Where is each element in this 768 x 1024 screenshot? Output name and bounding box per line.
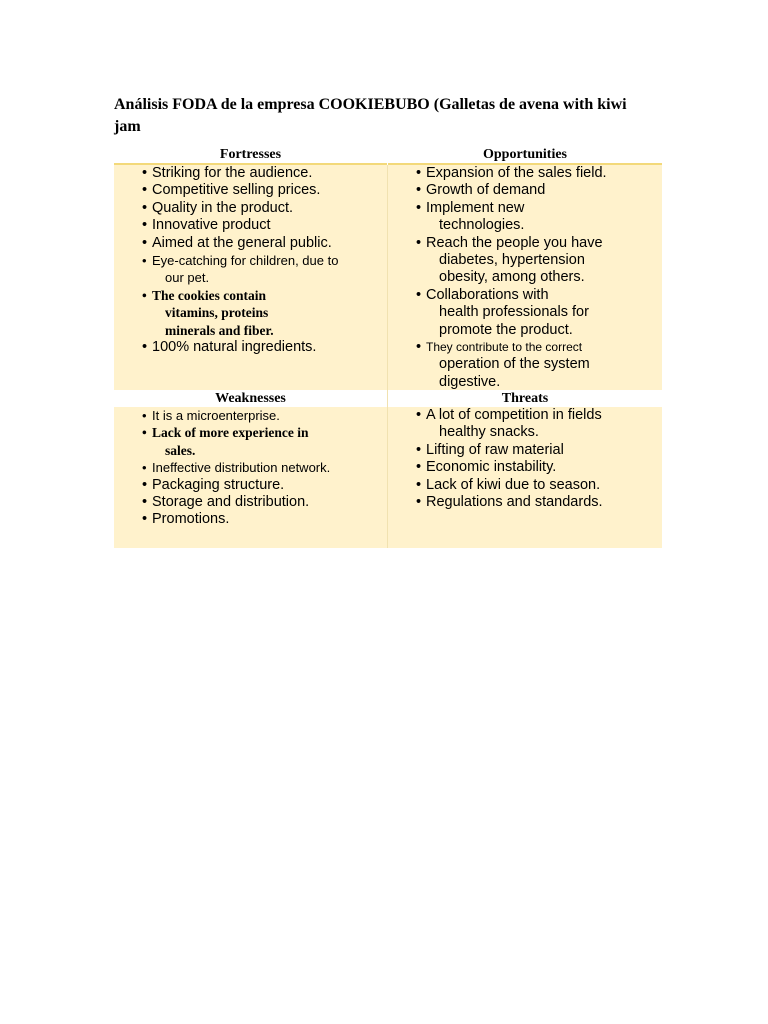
list-item — [416, 477, 656, 494]
list-item — [142, 511, 378, 528]
item-text: Collaborations with — [426, 286, 549, 303]
list-item — [416, 287, 656, 339]
bullet: • — [142, 339, 148, 356]
opportunities-list — [416, 165, 656, 391]
bullet: • — [142, 253, 147, 269]
bullet: • — [416, 234, 422, 251]
item-text: Lack of kiwi due to season. — [426, 476, 601, 493]
bullet: • — [142, 511, 148, 528]
fortresses-list — [142, 165, 378, 356]
bullet: • — [142, 287, 147, 303]
item-text-continued: technologies. — [439, 217, 525, 234]
bullet: • — [416, 459, 422, 476]
bullet: • — [142, 408, 147, 423]
fortresses-heading: Fortresses — [114, 146, 387, 165]
item-text: They contribute to the correct — [426, 340, 583, 355]
swot-table — [114, 146, 662, 548]
item-text: Lifting of raw material — [426, 441, 564, 458]
item-text-continued: health professionals for promote the product. — [439, 304, 589, 338]
bullet: • — [416, 182, 422, 199]
item-text: Expansion of the sales field. — [426, 165, 607, 181]
item-text: It is a microenterprise. — [152, 408, 280, 423]
item-text: Growth of demand — [426, 182, 546, 199]
bullet: • — [142, 165, 148, 181]
list-item — [142, 407, 378, 424]
opportunities-heading: Opportunities — [388, 146, 662, 165]
bullet: • — [416, 476, 422, 493]
bullet: • — [416, 407, 422, 423]
list-item — [142, 217, 378, 234]
item-text: Storage and distribution. — [152, 494, 310, 511]
list-item — [142, 252, 378, 287]
item-text: Ineffective distribution network. — [152, 460, 331, 476]
list-item — [142, 287, 378, 339]
list-item — [416, 407, 656, 442]
item-text: Aimed at the general public. — [152, 234, 332, 251]
item-text: Innovative product — [152, 217, 271, 234]
item-text: Implement new — [426, 199, 525, 216]
item-text: Economic instability. — [426, 459, 557, 476]
bullet: • — [142, 199, 148, 216]
list-item — [416, 182, 656, 199]
bullet: • — [416, 494, 422, 511]
item-text: Quality in the product. — [152, 199, 294, 216]
item-text: A lot of competition in fields — [426, 407, 602, 423]
bullet: • — [142, 217, 148, 234]
item-text-continued: vitamins, proteins minerals and fiber. — [165, 305, 274, 338]
opportunities-cell — [388, 165, 662, 390]
weaknesses-heading: Weaknesses — [114, 390, 387, 407]
list-item — [416, 339, 656, 391]
item-text: Reach the people you have — [426, 234, 603, 251]
item-text-continued: operation of the system digestive. — [439, 356, 590, 390]
item-text-continued: healthy snacks. — [439, 424, 539, 441]
bullet: • — [416, 339, 422, 356]
bullet: • — [416, 441, 422, 458]
list-item — [142, 200, 378, 217]
list-item — [142, 339, 378, 356]
item-text: Lack of more experience in — [152, 425, 309, 441]
column-divider — [387, 165, 388, 548]
item-text: Promotions. — [152, 511, 230, 528]
list-item — [142, 182, 378, 199]
bullet: • — [416, 199, 422, 216]
fortresses-cell — [114, 165, 387, 390]
item-text: Eye-catching for children, due to — [152, 253, 339, 269]
bullet: • — [142, 234, 148, 251]
item-text-continued: diabetes, hypertension obesity, among others. — [439, 252, 585, 286]
list-item — [142, 459, 378, 476]
bullet: • — [416, 286, 422, 303]
list-item — [142, 424, 378, 459]
bullet: • — [142, 182, 148, 199]
threats-list — [416, 407, 656, 511]
list-item — [142, 235, 378, 252]
weaknesses-cell — [114, 407, 387, 548]
bullet: • — [142, 425, 147, 441]
threats-cell — [388, 407, 662, 548]
item-text-continued: sales. — [165, 442, 196, 458]
item-text: Packaging structure. — [152, 476, 285, 493]
bullet: • — [142, 494, 148, 511]
weaknesses-list — [142, 407, 378, 529]
list-item — [142, 494, 378, 511]
item-text: Striking for the audience. — [152, 165, 313, 181]
document-title: Análisis FODA de la empresa COOKIEBUBO (Galletas de avena with kiwi jam — [114, 96, 627, 135]
threats-heading: Threats — [388, 390, 662, 407]
item-text: Competitive selling prices. — [152, 182, 321, 199]
bullet: • — [416, 165, 422, 181]
list-item — [416, 442, 656, 459]
bullet: • — [142, 460, 147, 476]
list-item — [142, 165, 378, 182]
item-text: Regulations and standards. — [426, 494, 603, 511]
list-item — [416, 235, 656, 287]
item-text: 100% natural ingredients. — [152, 339, 317, 356]
list-item — [416, 494, 656, 511]
bullet: • — [142, 476, 148, 493]
list-item — [416, 200, 656, 235]
list-item — [142, 477, 378, 494]
list-item — [416, 459, 656, 476]
item-text: The cookies contain — [152, 287, 267, 303]
item-text-continued: our pet. — [165, 270, 210, 286]
list-item — [416, 165, 656, 182]
